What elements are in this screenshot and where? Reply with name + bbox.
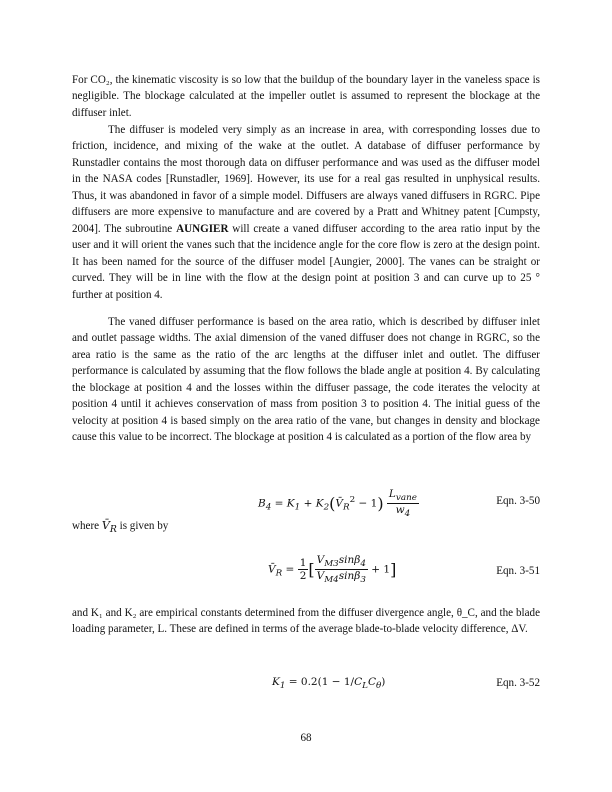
- paragraph-co2: For CO₂, the kinematic viscosity is so low that the buildup of the boundary layer in the vaneless space is negligible. The blockage calculated at the impeller outlet is assumed to represent the blockage at the diffuser inlet.: [72, 74, 540, 119]
- equation-3-51: [72, 554, 540, 594]
- equation-3-52-body: $K_1 = 0.2(1 - 1/C_LC_\theta)$: [272, 676, 386, 692]
- paragraph-vaned-diffuser: The vaned diffuser performance is based on the area ratio, which is described by diffuser inlet and outlet passage widths. The axial dimension of the vaned diffuser does not change in RGRC, so the area ratio is the same as the ratio of the arc lengths at the diffuser inlet and outlet. The diffuser performance is calculated by assuming that the flow follows the blade angle at position 4. By calculating the blockage at position 4 and the losses within the diffuser passage, the code iterates the velocity at position 4 until it achieves conservation of mass from position 3 to position 4. The initial guess of the velocity at position 4 is based simply on the area ratio of the vane, but changes in density and blockage cause this value to be incorrect. The blockage at position 4 is calculated as a portion of the flow area by: [72, 316, 540, 444]
- equation-3-50-number: Eqn. 3-50: [496, 495, 540, 507]
- equation-3-51-body: $V̄_R$ = $\frac{1}{2}$ [ $\frac{V_{M3}\sin\beta_4}{V_{M4}\sin\beta_3}$ + 1]: [268, 554, 397, 586]
- para2-text-a: The diffuser is modeled very simply as an increase in area, with corresponding losses due to friction, incidence, and mixing of the wake at the outlet. A database of diffuser performance by Runstadler contains the most thorough data on diffuser performance and was used as the diffuser model in the NASA codes [Runstadler, 1969]. However, its use for a real gas resulted in unphysical results. Thus, it was abandoned in favor of a simple model. Diffusers are always vaned diffusers in RGRC. Pipe diffusers are more expensive to manufacture and are covered by a Pratt and Whitney patent [Cumpsty, 2004]. The subroutine: [72, 124, 540, 235]
- equation-3-52-number: Eqn. 3-52: [496, 677, 540, 689]
- equation-3-51-number: Eqn. 3-51: [496, 565, 540, 577]
- para2-text-b: will create a vaned diffuser according to the area ratio input by the user and it will orient the vanes such that the incidence angle for the core flow is zero at the design point. It has been named for the source of the diffuser model [Aungier, 2000]. The vanes can be straight or curved. They will be in line with the flow at the design point at position 3 and can curve up to 25 ° further at position 4.: [72, 222, 540, 301]
- where-line: where $V̄_R$ is given by: [72, 519, 169, 536]
- equation-3-50-body: $B_4 = K_1$ + $K_2(V̄_R^2 - 1)$ $\frac{L_{vane}}{w_4}$: [258, 488, 417, 520]
- equation-3-52: [72, 676, 540, 716]
- vr-symbol: $V̄_R$: [101, 519, 117, 536]
- page-number: 68: [300, 732, 312, 744]
- paragraph-diffuser-model: [72, 122, 540, 303]
- subroutine-name: AUNGIER: [176, 222, 229, 235]
- paragraph-constants: and K₁ and K₂ are empirical constants determined from the diffuser divergence angle, θ_C, and the blade loading parameter, L. These are defined in terms of the average blade-to-blade velocity difference, ΔV.: [72, 607, 540, 636]
